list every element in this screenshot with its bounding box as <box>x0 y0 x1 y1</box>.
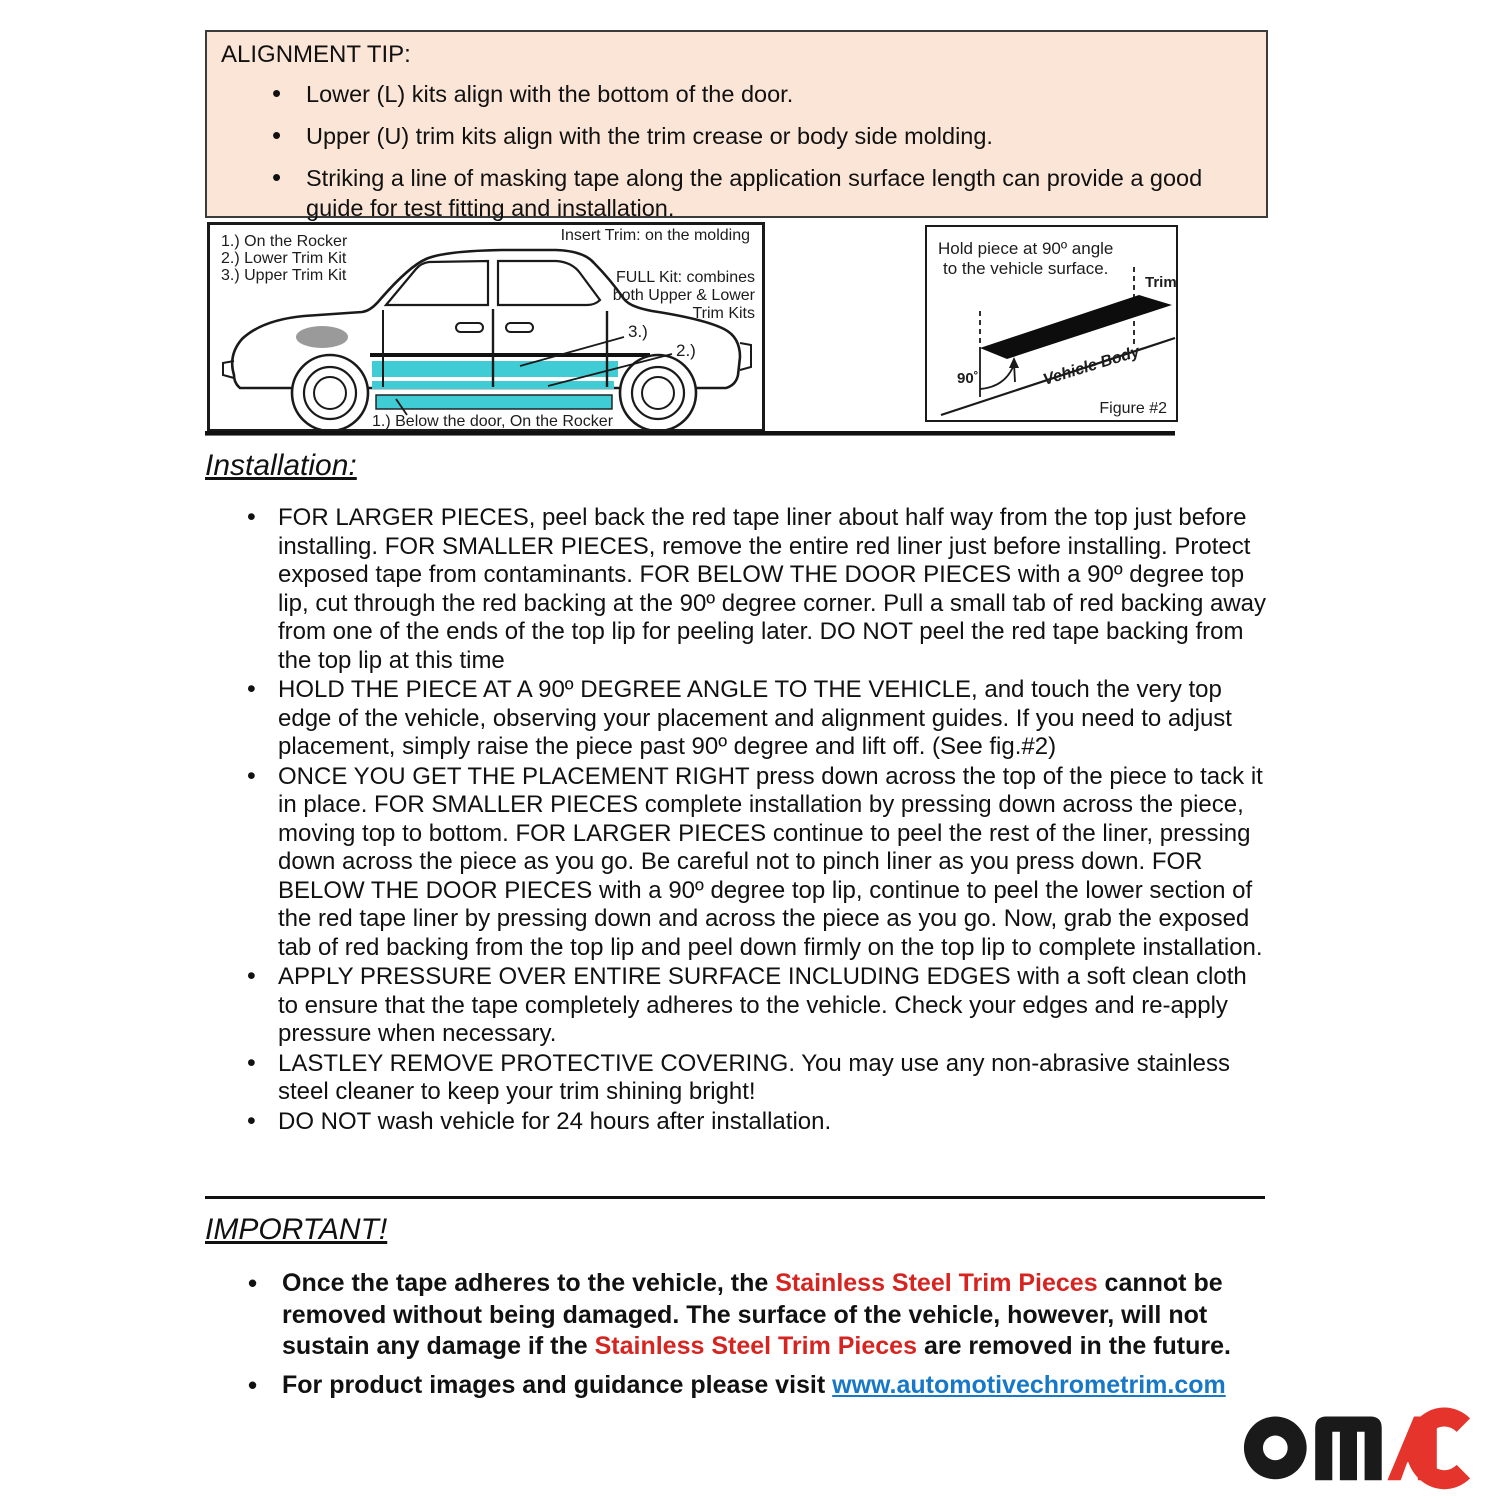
omac-logo-graphic <box>1243 1402 1471 1490</box>
figure2-label: Figure #2 <box>1099 400 1167 417</box>
alignment-tip-item: • Striking a line of masking tape along the application surface length can provide a good guide for test fitting and installation. <box>306 163 1250 223</box>
figure2-box <box>925 225 1178 422</box>
alignment-tip-title: ALIGNMENT TIP: <box>221 41 411 68</box>
callout-lower-label: 2.) <box>676 341 696 360</box>
omac-logo <box>1243 1402 1471 1490</box>
door-handle <box>456 323 483 332</box>
car-trim-diagram <box>207 222 765 432</box>
upper-trim-band <box>372 361 618 377</box>
rocker-note-label: 1.) Below the door, On the Rocker <box>372 413 614 429</box>
section-divider <box>205 1196 1265 1199</box>
installation-heading: Installation: <box>205 449 357 482</box>
highlighted-product-name: Stainless Steel Trim Pieces <box>775 1269 1098 1297</box>
important-heading: IMPORTANT! <box>205 1213 388 1246</box>
website-link[interactable]: www.automotivechrometrim.com <box>832 1370 1226 1399</box>
figures-row <box>205 222 1268 432</box>
car-legend-line: 3.) Upper Trim Kit <box>221 267 347 284</box>
installation-step: • LASTLEY REMOVE PROTECTIVE COVERING. You may use any non-abrasive stainless steel cleaner to keep your trim shining bright! <box>278 1050 1268 1107</box>
rear-wheel <box>620 355 696 429</box>
figure2-caption-line: to the vehicle surface. <box>943 259 1109 278</box>
fender-mark <box>296 326 348 348</box>
door-handle <box>506 323 533 332</box>
installation-list <box>205 504 1268 1136</box>
callout-upper-label: 3.) <box>628 322 648 341</box>
installation-step: • APPLY PRESSURE OVER ENTIRE SURFACE INCLUDING EDGES with a soft clean cloth to ensure that the tape completely adheres to the vehicle. Check your edges and re-apply pressure when necessary. <box>278 963 1268 1049</box>
figures-bottom-rule <box>205 431 1175 436</box>
logo-letter-o <box>1244 1417 1307 1480</box>
logo-letter-c <box>1416 1417 1464 1480</box>
rear-window <box>498 261 600 305</box>
installation-step: • ONCE YOU GET THE PLACEMENT RIGHT press down across the top of the piece to tack it in place. FOR SMALLER PIECES complete installation by pressing down across the piece, moving top to bottom. FOR LARGER PIECES continue to peel the rest of the liner, pressing down across the piece as you go. Be careful not to pinch liner as you press down. FOR BELOW THE DOOR PIECES with a 90º degree top lip, continue to peel the lower section of the red tape liner by pressing down and across the piece as you go. Now, grab the exposed tab of red backing from the top lip and peel down firmly on the top lip to complete installation. <box>278 763 1268 963</box>
installation-step: • FOR LARGER PIECES, peel back the red tape liner about half way from the top just before installing. FOR SMALLER PIECES, remove the entire red liner just before installing. Protect exposed tape from contaminants. FOR BELOW THE DOOR PIECES with a 90º degree top lip, cut through the red backing at the 90º degree corner. Pull a small tab of red backing away from one of the ends of the top lip for peeling later. DO NOT peel the red tape backing from the top lip at this time <box>278 504 1268 675</box>
important-text: cannot be removed without being damaged. The surface of the vehicle, however, will not sustain any damage if the <box>282 1269 1223 1360</box>
alignment-tip-item: • Lower (L) kits align with the bottom of the door. <box>306 79 1250 109</box>
trim-label: Trim <box>1145 274 1176 291</box>
car-diagram-drawing <box>210 225 762 429</box>
car-legend-line: 1.) On the Rocker <box>221 233 348 250</box>
installation-section <box>205 448 1268 1137</box>
rear-bumper <box>740 343 751 370</box>
alignment-tip-box <box>205 30 1268 221</box>
important-text: are removed in the future. <box>917 1332 1231 1360</box>
important-list <box>205 1268 1273 1401</box>
logo-letter-m <box>1315 1417 1382 1481</box>
important-note <box>282 1268 1273 1363</box>
angle-arrow-head <box>1009 357 1019 368</box>
important-note <box>282 1370 1273 1402</box>
figure2-caption-line: Hold piece at 90º angle <box>938 239 1114 258</box>
installation-step: • DO NOT wash vehicle for 24 hours after installation. <box>278 1108 1268 1137</box>
highlighted-product-name: Stainless Steel Trim Pieces <box>594 1332 917 1360</box>
alignment-tip-item: • Upper (U) trim kits align with the trim crease or body side molding. <box>306 121 1250 151</box>
insert-trim-note: Insert Trim: on the molding <box>560 227 750 244</box>
full-kit-note-line: FULL Kit: combines <box>615 269 755 286</box>
vehicle-body-label: Vehicle Body <box>1041 343 1142 389</box>
important-text: Once the tape adheres to the vehicle, the <box>282 1269 776 1297</box>
angle-arc <box>980 367 1013 389</box>
figure2-drawing <box>927 227 1176 420</box>
rocker-trim-band <box>376 395 612 409</box>
full-kit-note-line: Trim Kits <box>692 305 755 322</box>
front-wheel <box>292 355 368 429</box>
important-text: For product images and guidance please visit <box>282 1370 833 1399</box>
important-section <box>205 1212 1273 1408</box>
alignment-tip-list <box>221 79 1250 223</box>
car-legend-line: 2.) Lower Trim Kit <box>221 250 347 267</box>
front-window <box>386 261 488 305</box>
installation-step: • HOLD THE PIECE AT A 90º DEGREE ANGLE TO THE VEHICLE, and touch the very top edge of the vehicle, observing your placement and alignment guides. If you need to adjust placement, simply raise the piece past 90º degree and lift off. (See fig.#2) <box>278 676 1268 762</box>
angle-label: 90˚ <box>957 370 979 387</box>
full-kit-note-line: both Upper & Lower <box>612 287 755 304</box>
